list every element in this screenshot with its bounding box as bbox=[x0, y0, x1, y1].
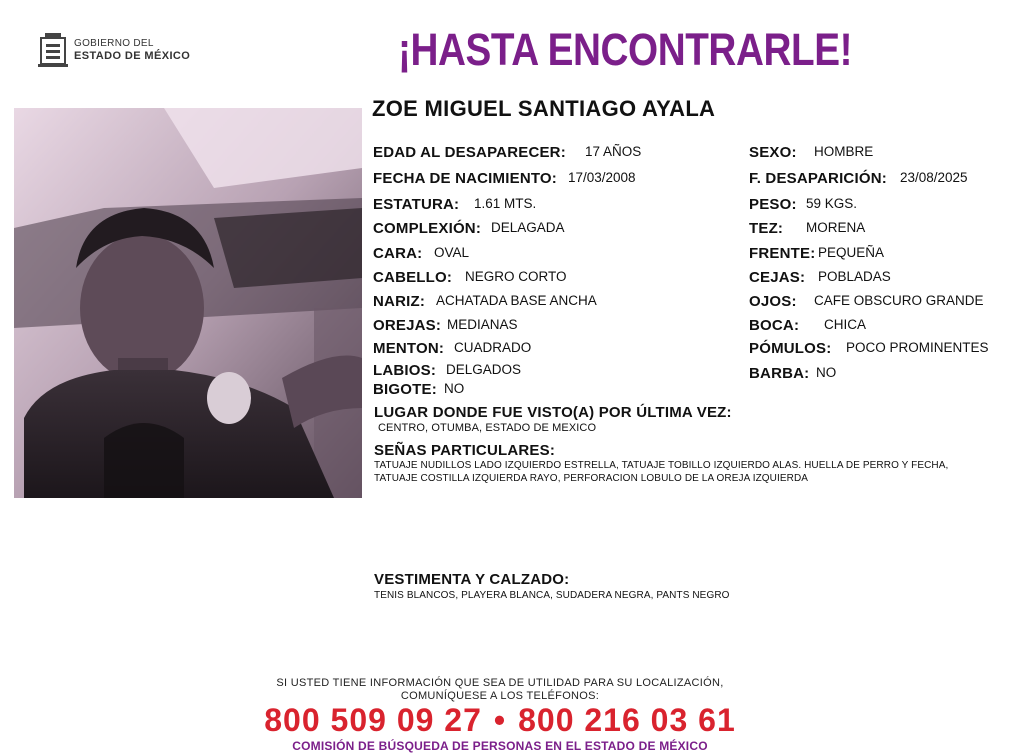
right-field-value: 59 KGS. bbox=[806, 196, 858, 211]
person-name: ZOE MIGUEL SANTIAGO AYALA bbox=[372, 96, 716, 121]
clothing-title: VESTIMENTA Y CALZADO: bbox=[374, 571, 570, 588]
last-seen-value: CENTRO, OTUMBA, ESTADO DE MEXICO bbox=[378, 422, 597, 434]
left-field-value: OVAL bbox=[434, 245, 470, 260]
left-field-row bbox=[373, 269, 567, 287]
left-field-row bbox=[373, 340, 532, 358]
right-field-row bbox=[749, 340, 989, 358]
left-field-value: DELAGADA bbox=[491, 220, 565, 235]
left-field-label: CABELLO: bbox=[373, 269, 453, 286]
right-field-value: 23/08/2025 bbox=[900, 170, 968, 185]
marks-line1: TATUAJE NUDILLOS LADO IZQUIERDO ESTRELLA, TATUAJE TOBILLO IZQUIERDO ALAS. HUELLA DE PERRO Y FECHA, bbox=[374, 460, 949, 471]
right-field-value: NO bbox=[816, 365, 837, 380]
left-field-value: MEDIANAS bbox=[447, 317, 518, 332]
left-field-label: LABIOS: bbox=[373, 362, 437, 379]
left-field-value: 1.61 MTS. bbox=[474, 196, 537, 211]
left-field-value: DELGADOS bbox=[446, 362, 522, 377]
left-field-value: CUADRADO bbox=[454, 340, 532, 355]
left-field-row bbox=[373, 293, 597, 311]
right-field-value: POCO PROMINENTES bbox=[846, 340, 989, 355]
left-field-row bbox=[373, 144, 642, 162]
left-field-label: COMPLEXIÓN: bbox=[373, 220, 482, 237]
marks-title: SEÑAS PARTICULARES: bbox=[374, 442, 556, 459]
left-field-row bbox=[373, 381, 465, 399]
left-field-row bbox=[373, 317, 518, 335]
government-logo bbox=[38, 32, 190, 68]
right-field-value: MORENA bbox=[806, 220, 866, 235]
right-field-value: POBLADAS bbox=[818, 269, 891, 284]
left-field-value: 17/03/2008 bbox=[568, 170, 636, 185]
right-field-label: CEJAS: bbox=[749, 269, 806, 286]
left-field-label: CARA: bbox=[373, 245, 423, 262]
right-field-row bbox=[749, 220, 866, 238]
footer-note-line2: COMUNÍQUESE A LOS TELÉFONOS: bbox=[400, 690, 600, 702]
right-field-row bbox=[749, 317, 867, 335]
right-field-row bbox=[749, 245, 885, 263]
left-field-row bbox=[373, 170, 636, 188]
phone-numbers bbox=[0, 702, 1000, 739]
right-field-row bbox=[749, 144, 874, 162]
right-field-value: CHICA bbox=[824, 317, 867, 332]
left-field-label: MENTON: bbox=[373, 340, 445, 357]
left-field-row bbox=[373, 196, 537, 214]
last-seen-title: LUGAR DONDE FUE VISTO(A) POR ÚLTIMA VEZ: bbox=[374, 404, 732, 421]
coat-of-arms-icon bbox=[38, 32, 68, 68]
right-field-label: OJOS: bbox=[749, 293, 797, 310]
right-field-label: F. DESAPARICIÓN: bbox=[749, 170, 887, 187]
left-field-row bbox=[373, 220, 565, 238]
right-field-label: PESO: bbox=[749, 196, 797, 213]
right-field-label: BOCA: bbox=[749, 317, 800, 334]
right-field-label: BARBA: bbox=[749, 365, 810, 382]
left-field-value: ACHATADA BASE ANCHA bbox=[436, 293, 597, 308]
person-photo bbox=[14, 108, 362, 498]
right-field-row bbox=[749, 269, 891, 287]
phone-1[interactable]: 800 509 09 27 bbox=[264, 702, 482, 738]
right-field-label: PÓMULOS: bbox=[749, 340, 832, 357]
commission-name: COMISIÓN DE BÚSQUEDA DE PERSONAS EN EL ESTADO DE MÉXICO bbox=[292, 739, 708, 753]
marks-line2: TATUAJE COSTILLA IZQUIERDA RAYO, PERFORACION LOBULO DE LA OREJA IZQUIERDA bbox=[374, 473, 809, 484]
left-field-label: BIGOTE: bbox=[373, 381, 437, 398]
right-field-label: SEXO: bbox=[749, 144, 797, 161]
left-field-row bbox=[373, 362, 522, 380]
right-field-row bbox=[749, 293, 984, 311]
phone-separator: • bbox=[493, 702, 507, 738]
right-field-row bbox=[749, 365, 837, 383]
right-field-row bbox=[749, 170, 968, 188]
left-field-value: NEGRO CORTO bbox=[465, 269, 567, 284]
logo-line2: ESTADO DE MÉXICO bbox=[74, 50, 191, 62]
phone-2[interactable]: 800 216 03 61 bbox=[518, 702, 736, 738]
right-field-value: CAFE OBSCURO GRANDE bbox=[814, 293, 984, 308]
left-field-label: NARIZ: bbox=[373, 293, 426, 310]
left-field-value: 17 AÑOS bbox=[585, 144, 642, 159]
headline: ¡HASTA ENCONTRARLE! bbox=[398, 24, 853, 75]
right-field-label: TEZ: bbox=[749, 220, 784, 237]
left-field-value: NO bbox=[444, 381, 465, 396]
right-field-value: HOMBRE bbox=[814, 144, 874, 159]
left-field-label: FECHA DE NACIMIENTO: bbox=[373, 170, 557, 187]
logo-line1: GOBIERNO DEL bbox=[74, 38, 154, 49]
left-field-label: ESTATURA: bbox=[373, 196, 460, 213]
footer-note-line1: SI USTED TIENE INFORMACIÓN QUE SEA DE UTILIDAD PARA SU LOCALIZACIÓN, bbox=[276, 677, 724, 689]
right-field-label: FRENTE: bbox=[749, 245, 816, 262]
right-field-value: PEQUEÑA bbox=[818, 245, 885, 260]
left-field-label: OREJAS: bbox=[373, 317, 442, 334]
left-field-label: EDAD AL DESAPARECER: bbox=[373, 144, 566, 161]
right-field-row bbox=[749, 196, 858, 214]
clothing-value: TENIS BLANCOS, PLAYERA BLANCA, SUDADERA NEGRA, PANTS NEGRO bbox=[374, 590, 730, 601]
left-field-row bbox=[373, 245, 470, 263]
